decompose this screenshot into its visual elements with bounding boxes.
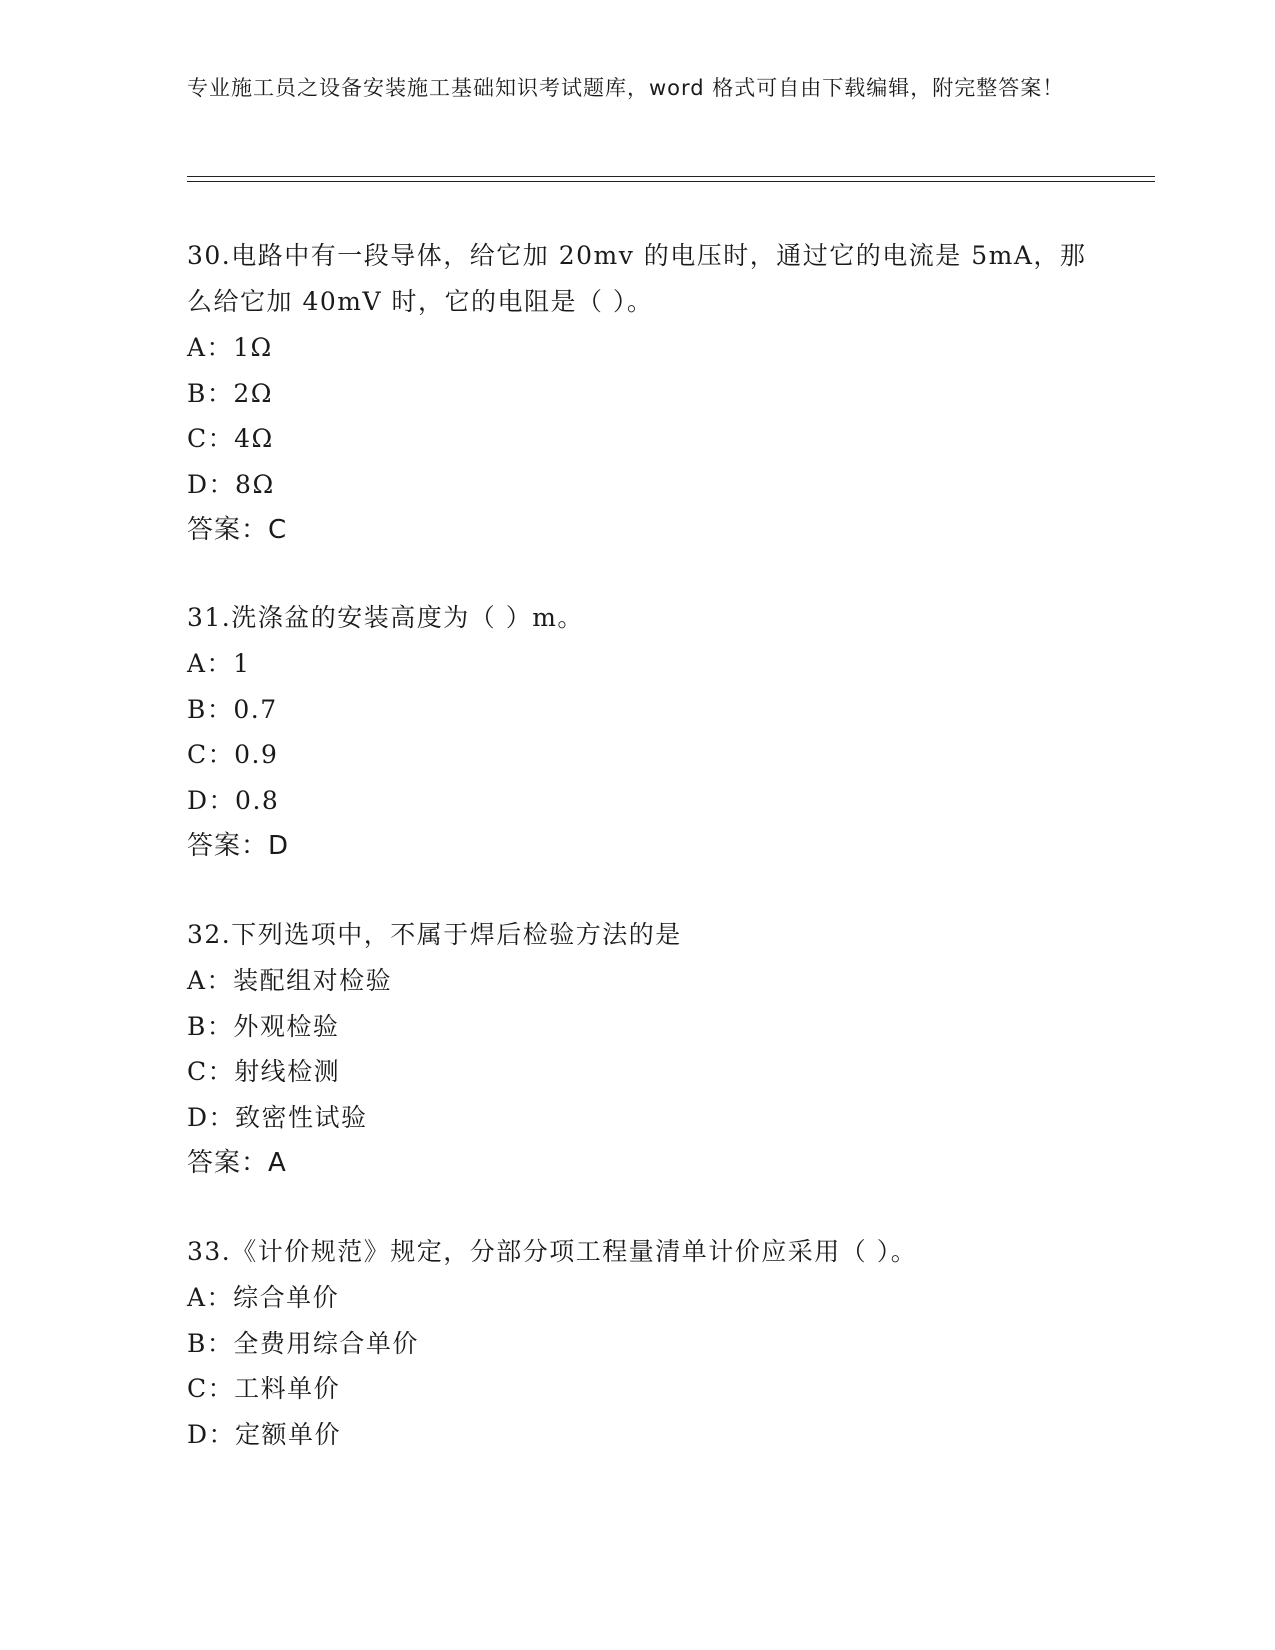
document-header: 专业施工员之设备安装施工基础知识考试题库，word 格式可自由下载编辑，附完整答案！ [187, 76, 1065, 100]
option-d [187, 1412, 1087, 1458]
option-text: 综合单价 [233, 1283, 340, 1312]
option-letter: C： [187, 740, 235, 769]
option-letter: D： [187, 785, 236, 815]
option-letter: D： [187, 469, 236, 499]
option-b [187, 1321, 1087, 1367]
question-32 [187, 912, 1087, 1186]
option-letter: C： [187, 1374, 235, 1403]
question-stem: 32.下列选项中，不属于焊后检验方法的是 [187, 920, 682, 949]
option-c [187, 416, 1087, 462]
option-text: 4Ω [234, 424, 274, 453]
option-letter: B： [187, 1328, 234, 1358]
question-stem: 30.电路中有一段导体，给它加 20mv 的电压时，通过它的电流是 5mA，那么给它加 40mV 时，它的电阻是（ ）。 [187, 241, 1087, 316]
option-text: 外观检验 [233, 1011, 340, 1041]
question-stem: 33.《计价规范》规定，分部分项工程量清单计价应采用（ ）。 [187, 1237, 918, 1266]
option-b [187, 371, 1087, 417]
option-a [187, 641, 1087, 687]
question-31 [187, 595, 1087, 869]
answer: 答案：C [187, 515, 288, 545]
header-rule-top [187, 176, 1155, 177]
option-d [187, 1095, 1087, 1141]
option-text: 2Ω [233, 378, 274, 408]
question-stem: 31.洗涤盆的安装高度为（ ）m。 [187, 603, 584, 632]
option-text: 工料单价 [234, 1374, 341, 1403]
option-letter: A： [187, 1283, 234, 1312]
option-text: 8Ω [235, 469, 275, 499]
option-text: 1Ω [233, 333, 273, 362]
option-letter: A： [187, 966, 234, 995]
option-letter: C： [187, 1057, 235, 1086]
option-a [187, 325, 1087, 371]
option-letter: D： [187, 1102, 236, 1132]
question-30 [187, 233, 1087, 553]
option-c [187, 1049, 1087, 1095]
option-letter: D： [187, 1419, 236, 1449]
option-text: 0.8 [235, 785, 280, 815]
option-d [187, 462, 1087, 508]
header-rule-bottom [187, 181, 1155, 182]
answer: 答案：D [187, 831, 290, 861]
option-letter: A： [187, 333, 234, 362]
option-text: 1 [233, 649, 251, 678]
option-c [187, 1366, 1087, 1412]
option-text: 0.7 [233, 694, 278, 724]
option-d [187, 778, 1087, 824]
option-letter: B： [187, 1011, 234, 1041]
option-a [187, 1275, 1087, 1321]
option-b [187, 1004, 1087, 1050]
option-text: 0.9 [234, 740, 279, 769]
option-letter: A： [187, 649, 234, 678]
option-b [187, 687, 1087, 733]
option-letter: B： [187, 378, 234, 408]
question-33 [187, 1229, 1087, 1457]
option-text: 致密性试验 [235, 1102, 368, 1132]
answer: 答案：A [187, 1148, 287, 1178]
option-text: 定额单价 [235, 1419, 342, 1449]
option-c [187, 732, 1087, 778]
option-text: 射线检测 [234, 1057, 341, 1086]
option-a [187, 958, 1087, 1004]
option-text: 装配组对检验 [233, 966, 393, 995]
option-letter: C： [187, 424, 235, 453]
option-text: 全费用综合单价 [233, 1328, 419, 1358]
option-letter: B： [187, 694, 234, 724]
